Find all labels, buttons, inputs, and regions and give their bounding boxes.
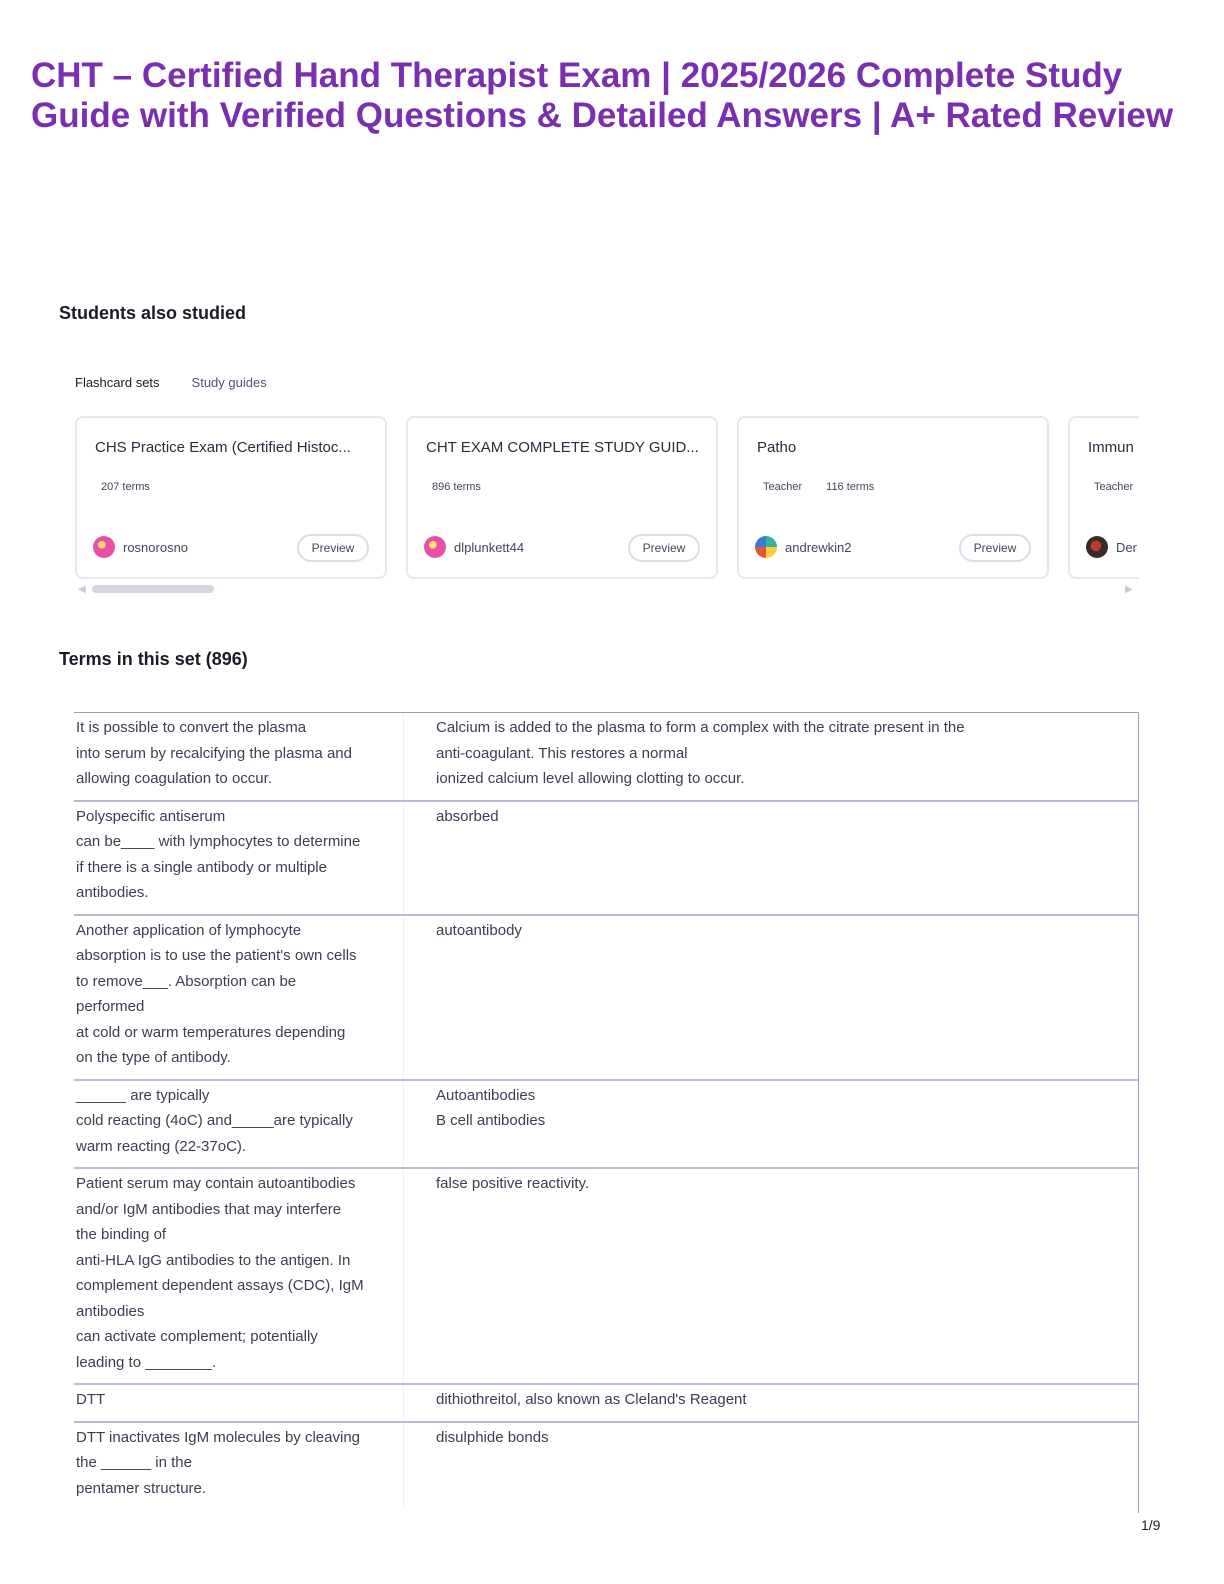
card-meta <box>763 481 874 493</box>
students-also-studied-heading: Students also studied <box>59 303 247 323</box>
avatar <box>755 536 777 558</box>
avatar <box>93 536 115 558</box>
card-meta <box>432 481 481 493</box>
term-question: Patient serum may contain autoantibodies and/or IgM antibodies that may interfere the binding of anti-HLA IgG antibodies to the antigen. In complement dependent assays (CDC), IgM antibodies can activate complement; potentially leading to ________. <box>74 1169 404 1383</box>
term-question: Another application of lymphocyte absorption is to use the patient's own cells to remove___. Absorption can be performed at cold or warm temperatures depending on the type of antibody. <box>74 916 404 1079</box>
card-user[interactable] <box>93 536 188 558</box>
term-question: Polyspecific antiserum can be____ with lymphocytes to determine if there is a single antibody or multiple antibodies. <box>74 802 404 914</box>
terms-table <box>74 712 1139 1513</box>
card-terms-count: 116 terms <box>826 481 875 493</box>
tab-flashcard-sets[interactable]: Flashcard sets <box>75 375 160 390</box>
table-row <box>74 1169 1138 1385</box>
term-answer: false positive reactivity. <box>436 1175 590 1192</box>
study-set-card[interactable] <box>75 416 387 579</box>
table-row <box>74 1423 1138 1510</box>
card-user[interactable] <box>1086 536 1137 558</box>
term-answer: autoantibody <box>436 921 522 939</box>
scroll-left-arrow-icon[interactable]: ◀ <box>78 584 86 595</box>
table-row <box>74 802 1138 916</box>
terms-heading: Terms in this set (896) <box>59 649 248 669</box>
card-username[interactable]: rosnorosno <box>123 539 189 555</box>
term-question: ______ are typically cold reacting (4oC) and_____are typically warm reacting (22-37oC). <box>74 1081 404 1168</box>
document-title: CHT – Certified Hand Therapist Exam | 2025/2026 Complete Study Guide with Verified Questions & Detailed Answers | A+ Rated Review <box>31 56 1174 135</box>
preview-button[interactable]: Preview <box>959 534 1031 562</box>
card-role: Teacher <box>763 481 803 493</box>
table-row <box>74 713 1138 802</box>
term-question: It is possible to convert the plasma into serum by recalcifying the plasma and allowing coagulation to occur. <box>74 713 404 800</box>
table-row <box>74 1081 1138 1170</box>
avatar <box>1086 536 1108 558</box>
term-answer: Autoantibodies B cell antibodies <box>436 1086 546 1129</box>
card-meta <box>1094 481 1133 493</box>
study-set-card[interactable] <box>1068 416 1139 579</box>
card-title[interactable]: Patho <box>757 439 797 456</box>
table-row <box>74 1385 1138 1423</box>
table-row <box>74 916 1138 1081</box>
card-username[interactable]: dlplunkett44 <box>454 539 525 555</box>
term-answer: Calcium is added to the plasma to form a complex with the citrate present in the anti-coagulant. This restores a normal ionized calcium level allowing clotting to occur. <box>436 719 965 787</box>
study-tabs <box>75 375 267 390</box>
card-user[interactable] <box>755 536 852 558</box>
page-number: 1/9 <box>1141 1517 1161 1533</box>
preview-button[interactable]: Preview <box>297 534 369 562</box>
card-title[interactable]: CHT EXAM COMPLETE STUDY GUID... <box>426 439 706 456</box>
card-user[interactable] <box>424 536 524 558</box>
card-title[interactable]: CHS Practice Exam (Certified Histoc... <box>95 439 351 456</box>
card-role: Teacher <box>1094 481 1134 493</box>
term-answer: absorbed <box>436 807 499 825</box>
term-question: DTT <box>74 1385 404 1421</box>
term-answer: disulphide bonds <box>436 1428 549 1446</box>
term-answer: dithiothreitol, also known as Cleland's Reagent <box>436 1391 747 1408</box>
study-set-card[interactable] <box>737 416 1049 579</box>
tab-study-guides[interactable]: Study guides <box>191 375 267 390</box>
card-title[interactable]: Immun <box>1088 439 1134 456</box>
term-question: DTT inactivates IgM molecules by cleaving the ______ in the pentamer structure. <box>74 1423 404 1510</box>
carousel-scrollbar[interactable] <box>92 585 214 593</box>
card-username[interactable]: andrewkin2 <box>785 539 852 555</box>
card-username[interactable]: Der <box>1116 539 1137 555</box>
card-terms-count: 896 terms <box>432 481 481 493</box>
scroll-right-arrow-icon[interactable]: ▶ <box>1125 584 1133 595</box>
study-set-carousel <box>75 416 1139 596</box>
study-set-card[interactable] <box>406 416 718 579</box>
card-meta <box>101 481 150 493</box>
preview-button[interactable]: Preview <box>628 534 700 562</box>
card-terms-count: 207 terms <box>101 481 150 493</box>
avatar <box>424 536 446 558</box>
